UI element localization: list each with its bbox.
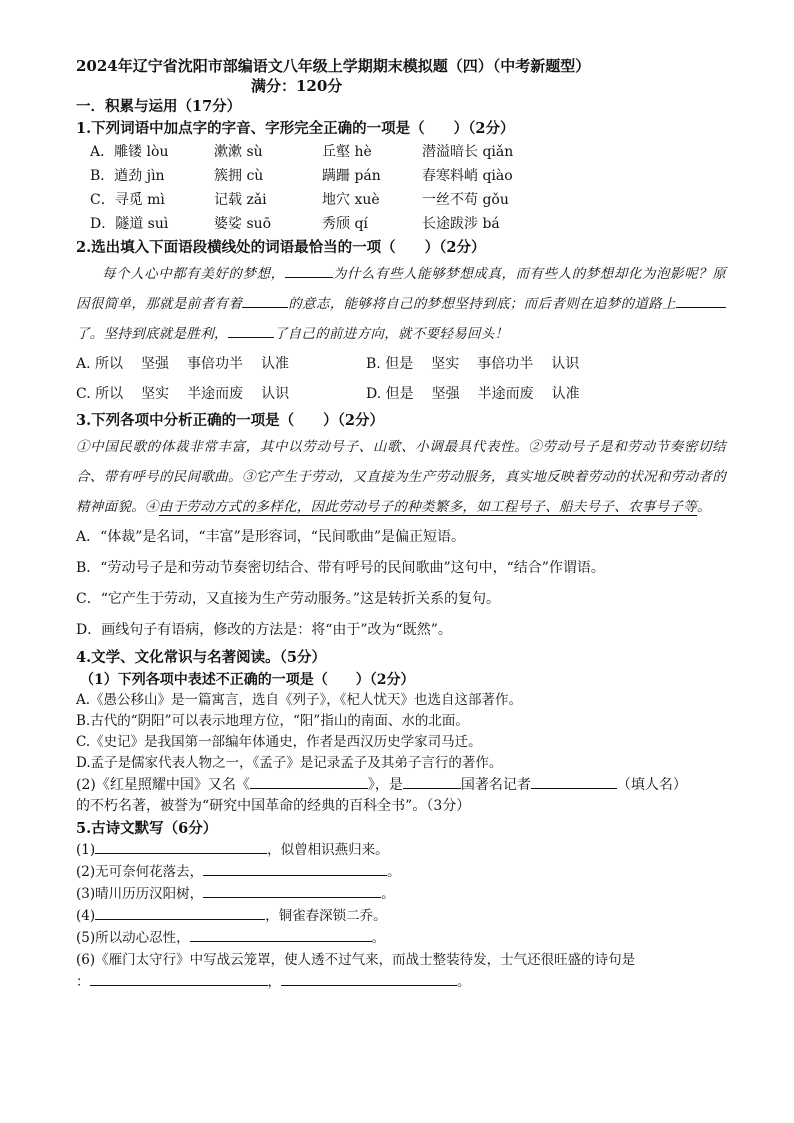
poem-text: ， — [267, 974, 281, 990]
option-word: 事倍功半 — [477, 356, 534, 372]
poem-line-1 — [76, 839, 726, 861]
option-cell: 记载 zǎi — [214, 192, 267, 208]
option-cell: D．隧道 suì — [90, 216, 169, 232]
question-2-stem: 2.选出填入下面语段横线处的词语最恰当的一项（ ）（2分） — [76, 239, 486, 256]
option-row — [76, 140, 726, 164]
option-d — [366, 379, 656, 409]
option-a — [76, 349, 366, 379]
fill-blank[interactable] — [531, 774, 617, 789]
sub2-text: 的不朽名著，被誉为“研究中国革命的经典的百科全书”。（3分） — [76, 798, 471, 814]
option-word: 半途而废 — [477, 386, 534, 402]
fill-blank[interactable] — [228, 323, 274, 338]
question-4-option: D.孟子是儒家代表人物之一，《孟子》是记录孟子及其弟子言行的著作。 — [76, 755, 503, 771]
section-heading: 一．积累与运用（17分） — [76, 98, 242, 115]
option-label: D. 但是 — [366, 386, 414, 402]
option-cell: 婆娑 suō — [214, 216, 272, 232]
poem-text: (2)无可奈何花落去， — [76, 864, 204, 880]
question-5-stem: 5.古诗文默写（6分） — [76, 820, 218, 837]
passage-text: 每个人心中都有美好的梦想， — [102, 266, 285, 282]
option-word: 坚强 — [141, 356, 170, 372]
option-cell: 簇拥 cù — [214, 168, 264, 184]
option-word: 认识 — [261, 386, 290, 402]
full-score: 满分：120分 — [251, 77, 343, 95]
option-cell: B．遒劲 jìn — [90, 168, 165, 184]
poem-text: (4) — [76, 908, 96, 924]
question-4-option: A.《愚公移山》是一篇寓言，选自《列子》，《杞人忧天》也选自这部著作。 — [76, 692, 523, 708]
passage-text: 了。坚持到底就是胜利， — [76, 326, 228, 342]
option-cell: 长途跋涉 bá — [422, 216, 500, 232]
question-1-options — [76, 140, 726, 236]
passage-text: 为什么有些人能够梦想成真，而有些人的梦想却化为泡影呢？原因很简单，那就是前者有着 — [76, 266, 726, 312]
fill-blank[interactable] — [242, 293, 288, 308]
poem-text: ，似曾相识燕归来。 — [267, 842, 389, 858]
question-4-option: C.《史记》是我国第一部编年体通史，作者是西汉历史学家司马迁。 — [76, 734, 482, 750]
fill-blank[interactable] — [95, 839, 267, 854]
option-cell: 秀颀 qí — [322, 216, 368, 232]
option-label: B. 但是 — [366, 356, 414, 372]
fill-blank[interactable] — [203, 861, 387, 876]
option-word: 认识 — [551, 356, 580, 372]
option-cell: 漱漱 sù — [214, 144, 263, 160]
fill-blank[interactable] — [203, 883, 381, 898]
question-2-options-row — [76, 349, 726, 379]
question-2-passage — [76, 259, 726, 349]
poem-line-2 — [76, 861, 726, 883]
poem-text: ，铜雀春深锁二乔。 — [265, 908, 387, 924]
sub2-text: （填人名） — [616, 777, 687, 793]
option-word: 半途而废 — [187, 386, 244, 402]
option-word: 认准 — [261, 356, 290, 372]
option-cell: 春寒料峭 qiào — [422, 168, 513, 184]
option-word: 坚强 — [431, 386, 460, 402]
question-3-option: A．“体裁”是名词，“丰富”是形容词，“民间歌曲”是偏正短语。 — [76, 529, 466, 545]
option-row — [76, 212, 726, 236]
poem-text: (3)晴川历历汉阳树， — [76, 886, 204, 902]
question-4-option: B.古代的“阴阳”可以表示地理方位，“阳”指山的南面、水的北面。 — [76, 713, 469, 729]
sub2-text: (2)《红星照耀中国》又名《 — [76, 777, 250, 793]
question-4-sub1: （1）下列各项中表述不正确的一项是（ ）（2分） — [80, 672, 415, 688]
option-cell: 潜溢暗长 qiǎn — [422, 144, 514, 160]
option-row — [76, 188, 726, 212]
option-cell: 地穴 xuè — [322, 192, 380, 208]
poem-text: (6)《雁门太守行》中写战云笼罩，使人透不过气来，而战士整装待发，士气还很旺盛的诗句是 — [76, 952, 636, 968]
question-4-stem: 4.文学、文化常识与名著阅读。（5分） — [76, 649, 326, 666]
fill-blank[interactable] — [403, 774, 461, 789]
page-title: 2024年辽宁省沈阳市部编语文八年级上学期期末模拟题（四）（中考新题型） — [76, 57, 591, 75]
sub2-text: 国著名记者 — [460, 777, 531, 793]
poem-text: (5)所以动心忍性， — [76, 930, 190, 946]
option-b — [366, 349, 656, 379]
passage-text: 的意志，能够将自己的梦想坚持到底；而后者则在追梦的道路上 — [288, 296, 676, 312]
fill-blank[interactable] — [90, 971, 268, 986]
exam-page — [76, 56, 726, 993]
fill-blank[interactable] — [281, 971, 457, 986]
option-word: 认准 — [551, 386, 580, 402]
option-cell: 蹒跚 pán — [322, 168, 381, 184]
option-word: 坚实 — [431, 356, 460, 372]
option-word: 事倍功半 — [187, 356, 244, 372]
question-3-stem: 3.下列各项中分析正确的一项是（ ）（2分） — [76, 412, 384, 429]
option-cell: 丘壑 hè — [322, 144, 372, 160]
question-1-stem: 1.下列词语中加点字的字音、字形完全正确的一项是（ ）（2分） — [76, 120, 515, 137]
question-2-options-row — [76, 379, 726, 409]
poem-line-4 — [76, 905, 726, 927]
question-3-option: D．画线句子有语病，修改的方法是：将“由于”改为“既然”。 — [76, 622, 452, 638]
poem-text: 。 — [371, 930, 386, 946]
option-word: 坚实 — [141, 386, 170, 402]
option-label: A. 所以 — [76, 356, 124, 372]
fill-blank[interactable] — [95, 905, 265, 920]
question-3-passage — [76, 432, 726, 522]
fill-blank[interactable] — [250, 774, 368, 789]
option-cell: C．寻觅 mì — [90, 192, 165, 208]
underlined-sentence: 由于劳动方式的多样化，因此劳动号子的种类繁多，如工程号子、船夫号子、农事号子等 — [158, 499, 698, 515]
option-label: C. 所以 — [76, 386, 124, 402]
poem-line-6 — [76, 949, 726, 993]
poem-text: 。 — [387, 864, 401, 880]
poem-text: 。 — [457, 974, 471, 990]
sub2-text: 》，是 — [367, 777, 403, 793]
question-4-sub2 — [76, 774, 726, 817]
question-3-option: C．“它产生于劳动，又直接为生产劳动服务。”这是转折关系的复句。 — [76, 591, 501, 607]
poem-text: ： — [76, 974, 90, 990]
fill-blank[interactable] — [285, 263, 333, 278]
poem-line-3 — [76, 883, 726, 905]
poem-text: (1) — [76, 842, 96, 858]
passage-text: ①中国民歌的体裁非常丰富，其中以劳动号子、山歌、小调最具代表性。②劳动号子是和劳动节奏密切结合、带有呼号的民间歌曲。③它产生于劳动，又直接为生产劳动服务，真实地反映着劳动的状况和劳动者的精神面貌。④ — [76, 439, 726, 515]
option-c — [76, 379, 366, 409]
option-cell: 一丝不苟 gǒu — [422, 192, 509, 208]
poem-text: 。 — [381, 886, 395, 902]
option-row — [76, 164, 726, 188]
fill-blank[interactable] — [676, 293, 726, 308]
fill-blank[interactable] — [190, 927, 372, 942]
option-cell: A．雕镂 lòu — [90, 144, 169, 160]
passage-text: 。 — [697, 499, 711, 515]
question-3-option: B．“劳动号子是和劳动节奏密切结合、带有呼号的民间歌曲”这句中，“结合”作谓语。 — [76, 560, 605, 576]
poem-line-5 — [76, 927, 726, 949]
passage-text: 了自己的前进方向，就不要轻易回头！ — [273, 326, 509, 342]
